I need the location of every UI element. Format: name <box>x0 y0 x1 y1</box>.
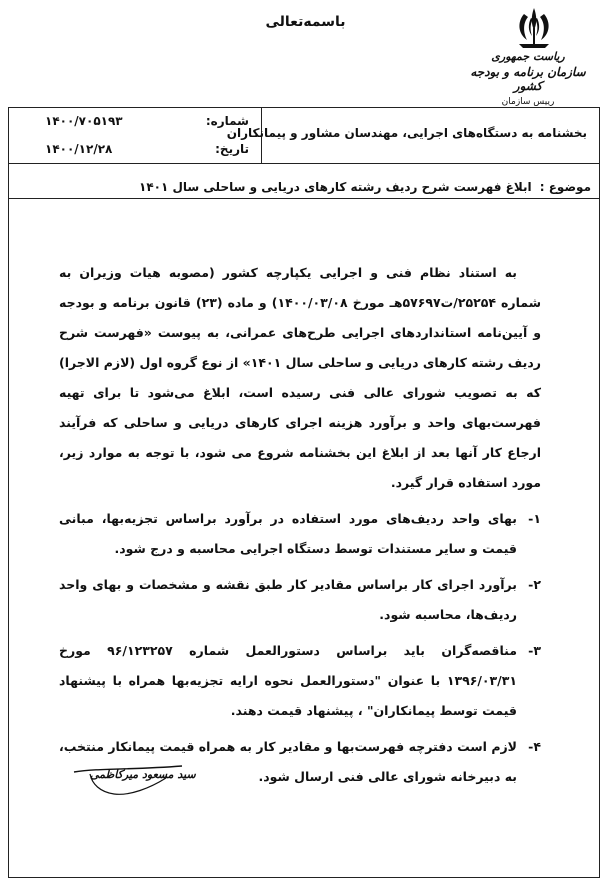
list-item <box>59 570 541 630</box>
date-row <box>9 142 261 162</box>
org-head-label: رییس سازمان <box>501 97 555 107</box>
intro-paragraph: به استناد نظام فنی و اجرایی یکپارچه کشور (مصوبه هیات وزیران به شماره ۲۵۲۵۴/ت۵۷۶۹۷هـ مورخ ۱۴۰۰/۰۳/۰۸) و ماده (۲۳) قانون برنامه و بودجه و آیین‌نامه استانداردهای اجرایی طرح‌های عمرانی، به پیوست «فهرست شرح ردیف رشته کارهای دریایی و ساحلی سال ۱۴۰۱» از نوع گروه اول (لازم الاجرا) که به تصویب شورای عالی فنی رسیده است، ابلاغ می‌شود تا برای تهیه فهرست‌بهای واحد و برآورد هزینه اجرای کارهای دریایی و ساحلی که فرآیند ارجاع کار آنها بعد از ابلاغ این بخشنامه شروع می شود، با توجه به موارد زیر، مورد استفاده قرار گیرد. <box>59 265 541 490</box>
date-label: تاریخ: <box>215 142 249 156</box>
item-text: بهای واحد ردیف‌های مورد استفاده در برآورد براساس تجزیه‌بها، مبانی قیمت و سایر مستندات توسط دستگاه اجرایی محاسبه و درج شود. <box>59 511 517 556</box>
org-presidency-label: ریاست جمهوری <box>491 50 565 63</box>
invocation-heading: باسمه‌تعالی <box>265 14 346 30</box>
item-text: لازم است دفترچه فهرست‌بها و مقادیر کار به همراه قیمت پیمانکار منتخب، به دبیرخانه شورای عالی فنی ارسال شود. <box>59 739 517 784</box>
subject-text: ابلاغ فهرست شرح ردیف رشته کارهای دریایی و ساحلی سال ۱۴۰۱ <box>139 180 532 194</box>
signer-name: سید مسعود میرکاظمی <box>90 768 196 781</box>
subject-label: موضوع : <box>539 180 591 194</box>
organization-block <box>463 50 593 107</box>
item-text: مناقصه‌گران باید براساس دستورالعمل شماره ۹۶/۱۲۳۲۵۷ مورخ ۱۳۹۶/۰۳/۳۱ با عنوان "دستورالعمل نحوه ارایه تجزیه‌بها همراه با پیشنهاد قیمت توسط پیمانکاران" ، پیشنهاد قیمت دهند. <box>59 643 517 718</box>
header-divider <box>9 163 599 164</box>
subject-divider <box>9 198 599 199</box>
subject-line <box>139 180 591 194</box>
item-number: ۱- <box>528 511 541 526</box>
org-name-label: سازمان برنامه و بودجه کشور <box>470 65 586 93</box>
recipient-line: بخشنامه به دستگاه‌های اجرایی، مهندسان مشاور و پیمانکاران <box>226 126 587 140</box>
letter-body <box>59 258 541 792</box>
item-text: برآورد اجرای کار براساس مقادیر کار طبق نقشه و مشخصات و بهای واحد ردیف‌ها، محاسبه شود. <box>59 577 517 622</box>
number-value: ۱۴۰۰/۷۰۵۱۹۳ <box>45 114 123 128</box>
item-number: ۲- <box>528 577 541 592</box>
list-item <box>59 636 541 726</box>
iran-emblem-icon <box>509 4 559 54</box>
number-label: شماره: <box>205 114 249 128</box>
item-number: ۴- <box>528 739 541 754</box>
item-number: ۳- <box>528 643 541 658</box>
list-item <box>59 504 541 564</box>
number-row <box>9 114 261 134</box>
date-value: ۱۴۰۰/۱۲/۲۸ <box>45 142 113 156</box>
